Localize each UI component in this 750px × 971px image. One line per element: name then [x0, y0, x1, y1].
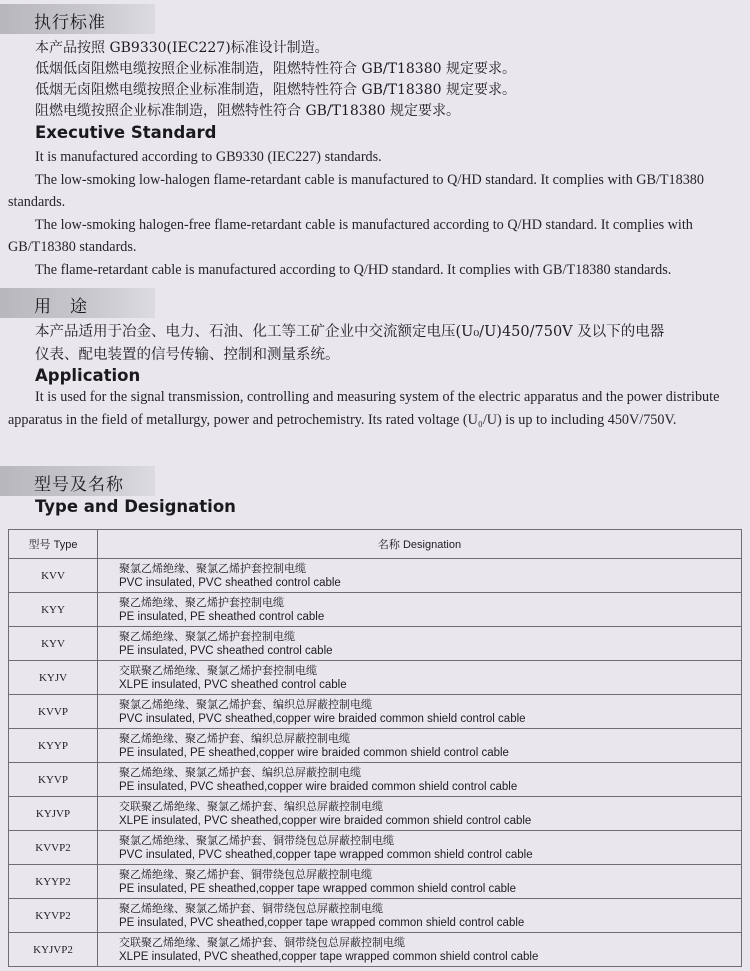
- standard-en-para-3: The low-smoking halogen-free flame-retardant cable is manufactured according to Q/HD standard. It complies with GB/T18380 standards.: [8, 216, 693, 255]
- column-header-type: 型号 Type: [9, 530, 98, 559]
- designation-cn: 聚乙烯绝缘、聚氯乙烯护套控制电缆: [119, 629, 295, 643]
- cable-designation: [98, 933, 742, 967]
- designation-cn: 聚氯乙烯绝缘、聚氯乙烯护套、编织总屏蔽控制电缆: [119, 697, 372, 711]
- table-row: [9, 559, 742, 593]
- standard-heading-cn: 执行标准: [34, 13, 106, 33]
- table-row: [9, 899, 742, 933]
- designation-en: XLPE insulated, PVC sheathed control cable: [119, 678, 347, 691]
- cable-type-code: KYV: [9, 627, 98, 661]
- table-row: [9, 627, 742, 661]
- table-row: [9, 831, 742, 865]
- cable-type-code: KYVP2: [9, 899, 98, 933]
- standard-heading-en: Executive Standard: [35, 123, 217, 142]
- designation-en: PVC insulated, PVC sheathed control cable: [119, 576, 341, 589]
- cable-designation: [98, 559, 742, 593]
- designation-cn: 聚乙烯绝缘、聚乙烯护套、铜带绕包总屏蔽控制电缆: [119, 867, 372, 881]
- designation-en: PE insulated, PE sheathed,copper wire braided common shield control cable: [119, 746, 509, 759]
- designation-en: PE insulated, PE sheathed control cable: [119, 610, 325, 623]
- designation-cn: 交联聚乙烯绝缘、聚氯乙烯护套、编织总屏蔽控制电缆: [119, 799, 383, 813]
- cable-designation: [98, 729, 742, 763]
- cable-designation: [98, 593, 742, 627]
- section-band-standard: [0, 4, 155, 34]
- designation-cn: 聚乙烯绝缘、聚乙烯护套控制电缆: [119, 595, 284, 609]
- cable-designation: [98, 695, 742, 729]
- section-band-designation: [0, 466, 155, 496]
- cable-designation: [98, 899, 742, 933]
- table-body: [9, 559, 742, 967]
- cable-designation: [98, 865, 742, 899]
- table-row: [9, 593, 742, 627]
- standard-en-para-1: It is manufactured according to GB9330 (IEC227) standards.: [35, 149, 382, 165]
- cable-designation: [98, 797, 742, 831]
- table-header-row: [9, 530, 742, 559]
- section-band-application: [0, 288, 155, 318]
- application-en-body: [8, 386, 744, 431]
- application-heading-cn: 用 途: [34, 297, 88, 317]
- designation-en: XLPE insulated, PVC sheathed,copper tape wrapped common shield control cable: [119, 950, 539, 963]
- cable-designation: [98, 627, 742, 661]
- cable-type-code: KYYP2: [9, 865, 98, 899]
- table-row: [9, 661, 742, 695]
- cable-type-code: KVV: [9, 559, 98, 593]
- cable-type-code: KVVP: [9, 695, 98, 729]
- standard-cn-line-3: 低烟无卤阻燃电缆按照企业标准制造，阻燃特性符合 GB/T18380 规定要求。: [35, 82, 516, 98]
- table-row: [9, 729, 742, 763]
- cable-type-code: KYJV: [9, 661, 98, 695]
- designation-en: PVC insulated, PVC sheathed,copper tape wrapped common shield control cable: [119, 848, 533, 861]
- cable-type-code: KYYP: [9, 729, 98, 763]
- standard-en-para-4: The flame-retardant cable is manufactured according to Q/HD standard. It complies with GB/T18380 standards.: [35, 261, 672, 278]
- cable-designation: [98, 831, 742, 865]
- standard-cn-line-2: 低烟低卤阻燃电缆按照企业标准制造，阻燃特性符合 GB/T18380 规定要求。: [35, 61, 516, 77]
- designation-heading-en: Type and Designation: [35, 497, 236, 516]
- table-row: [9, 797, 742, 831]
- designation-cn: 聚氯乙烯绝缘、聚氯乙烯护套控制电缆: [119, 561, 306, 575]
- designation-en: PE insulated, PE sheathed,copper tape wrapped common shield control cable: [119, 882, 516, 895]
- cable-designation: [98, 763, 742, 797]
- column-header-designation: 名称 Designation: [98, 530, 742, 559]
- application-cn-line-1: 本产品适用于冶金、电力、石油、化工等工矿企业中交流额定电压(U₀/U)450/750V 及以下的电器: [35, 324, 665, 340]
- designation-cn: 聚乙烯绝缘、聚氯乙烯护套、铜带绕包总屏蔽控制电缆: [119, 901, 383, 915]
- designation-table: [8, 529, 742, 967]
- standard-cn-line-1: 本产品按照 GB9330(IEC227)标准设计制造。: [35, 40, 329, 56]
- designation-cn: 交联聚乙烯绝缘、聚氯乙烯护套控制电缆: [119, 663, 317, 677]
- designation-en: XLPE insulated, PVC sheathed,copper wire braided common shield control cable: [119, 814, 532, 827]
- table-row: [9, 933, 742, 967]
- cable-type-code: KYJVP: [9, 797, 98, 831]
- standard-en-para-2: The low-smoking low-halogen flame-retardant cable is manufactured to Q/HD standard. It complies with GB/T18380 standards.: [8, 171, 704, 210]
- designation-cn: 聚乙烯绝缘、聚乙烯护套、编织总屏蔽控制电缆: [119, 731, 350, 745]
- table-row: [9, 695, 742, 729]
- application-cn-line-2: 仪表、配电装置的信号传输、控制和测量系统。: [35, 347, 340, 363]
- designation-en: PE insulated, PVC sheathed,copper wire braided common shield control cable: [119, 780, 518, 793]
- designation-en: PVC insulated, PVC sheathed,copper wire braided common shield control cable: [119, 712, 526, 725]
- designation-en: PE insulated, PVC sheathed control cable: [119, 644, 333, 657]
- table-row: [9, 865, 742, 899]
- cable-type-code: KYJVP2: [9, 933, 98, 967]
- application-heading-en: Application: [35, 366, 141, 385]
- designation-cn: 聚乙烯绝缘、聚氯乙烯护套、编织总屏蔽控制电缆: [119, 765, 361, 779]
- designation-en: PE insulated, PVC sheathed,copper tape wrapped common shield control cable: [119, 916, 525, 929]
- designation-heading-cn: 型号及名称: [34, 475, 124, 495]
- cable-type-code: KVVP2: [9, 831, 98, 865]
- cable-designation: [98, 661, 742, 695]
- standard-en-body: [8, 146, 744, 281]
- cable-type-code: KYY: [9, 593, 98, 627]
- table-row: [9, 763, 742, 797]
- designation-cn: 交联聚乙烯绝缘、聚氯乙烯护套、铜带绕包总屏蔽控制电缆: [119, 935, 405, 949]
- cable-type-code: KYVP: [9, 763, 98, 797]
- application-en-text: It is used for the signal transmission, controlling and measuring system of the electric apparatus and the power distribute apparatus in the field of metallurgy, power and petrochemistry. Its rated voltage (U₀/U) is up to including 450V/750V.: [8, 389, 720, 428]
- designation-cn: 聚氯乙烯绝缘、聚氯乙烯护套、铜带绕包总屏蔽控制电缆: [119, 833, 394, 847]
- standard-cn-line-4: 阻燃电缆按照企业标准制造，阻燃特性符合 GB/T18380 规定要求。: [35, 103, 460, 119]
